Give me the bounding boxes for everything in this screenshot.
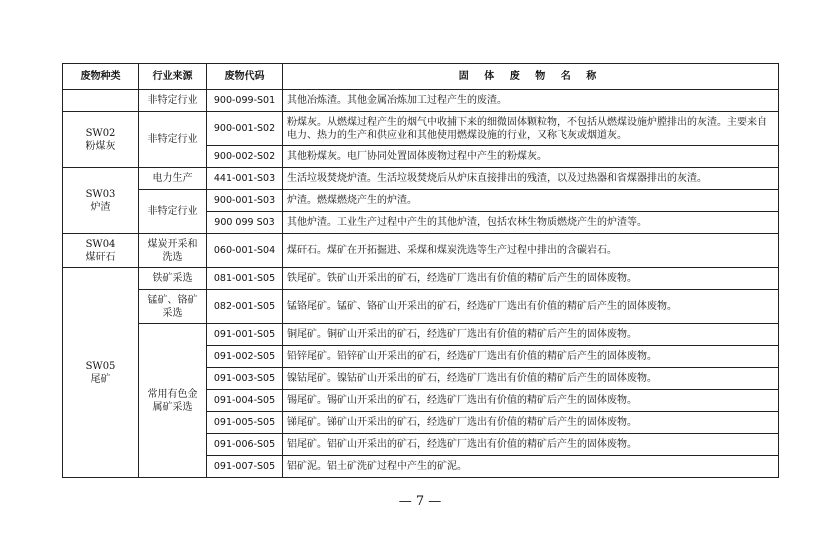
table-header-row — [63, 64, 779, 90]
industry-cell: 锰矿、铬矿 采选 — [139, 290, 207, 324]
desc-cell: 粉煤灰。从燃煤过程产生的烟气中收捕下来的细微固体颗粒物，不包括从燃煤设施炉膛排出的灰渣。主要来自电力、热力的生产和供应业和其他使用燃煤设施的行业，又称飞灰或烟道灰。 — [283, 112, 779, 146]
code-cell: 900-001-S02 — [207, 112, 283, 146]
table-row — [63, 112, 779, 146]
code-cell: 091-001-S05 — [207, 324, 283, 346]
type-cell: SW04 煤矸石 — [63, 234, 139, 268]
code-cell: 091-005-S05 — [207, 412, 283, 434]
page-number: — 7 — — [398, 494, 442, 509]
table-row — [63, 268, 779, 290]
header-industry: 行业来源 — [139, 64, 207, 90]
industry-cell: 非特定行业 — [139, 112, 207, 168]
type-cell — [63, 90, 139, 112]
code-cell: 081-001-S05 — [207, 268, 283, 290]
desc-cell: 镍钴尾矿。镍钴矿山开采出的矿石，经选矿厂选出有价值的精矿后产生的固体废物。 — [283, 368, 779, 390]
type-cell: SW02 粉煤灰 — [63, 112, 139, 168]
table-row — [63, 168, 779, 190]
desc-cell: 铜尾矿。铜矿山开采出的矿石，经选矿厂选出有价值的精矿后产生的固体废物。 — [283, 324, 779, 346]
header-name: 固 体 废 物 名 称 — [283, 64, 779, 90]
table-row — [63, 324, 779, 346]
code-cell: 082-001-S05 — [207, 290, 283, 324]
table-row — [63, 90, 779, 112]
code-cell: 441-001-S03 — [207, 168, 283, 190]
code-cell: 091-002-S05 — [207, 346, 283, 368]
industry-cell: 电力生产 — [139, 168, 207, 190]
code-cell: 900-002-S02 — [207, 146, 283, 168]
code-cell: 091-007-S05 — [207, 456, 283, 478]
industry-cell: 煤炭开采和 洗选 — [139, 234, 207, 268]
code-cell: 900 099 S03 — [207, 212, 283, 234]
industry-cell: 铁矿采选 — [139, 268, 207, 290]
desc-cell: 铁尾矿。铁矿山开采出的矿石，经选矿厂选出有价值的精矿后产生的固体废物。 — [283, 268, 779, 290]
code-cell: 091-004-S05 — [207, 390, 283, 412]
desc-cell: 其他炉渣。工业生产过程中产生的其他炉渣，包括农林生物质燃烧产生的炉渣等。 — [283, 212, 779, 234]
code-cell: 060-001-S04 — [207, 234, 283, 268]
type-cell: SW03 炉渣 — [63, 168, 139, 234]
industry-cell: 非特定行业 — [139, 90, 207, 112]
header-code: 废物代码 — [207, 64, 283, 90]
desc-cell: 锑尾矿。锑矿山开采出的矿石，经选矿厂选出有价值的精矿后产生的固体废物。 — [283, 412, 779, 434]
code-cell: 900-099-S01 — [207, 90, 283, 112]
desc-cell: 其他冶炼渣。其他金属冶炼加工过程产生的废渣。 — [283, 90, 779, 112]
desc-cell: 生活垃圾焚烧炉渣。生活垃圾焚烧后从炉床直接排出的残渣，以及过热器和省煤器排出的灰渣。 — [283, 168, 779, 190]
type-cell: SW05 尾矿 — [63, 268, 139, 478]
desc-cell: 锡尾矿。锡矿山开采出的矿石，经选矿厂选出有价值的精矿后产生的固体废物。 — [283, 390, 779, 412]
table-row — [63, 234, 779, 268]
desc-cell: 铝矿泥。铝土矿洗矿过程中产生的矿泥。 — [283, 456, 779, 478]
desc-cell: 铝尾矿。铝矿山开采出的矿石，经选矿厂选出有价值的精矿后产生的固体废物。 — [283, 434, 779, 456]
industry-cell: 常用有色金 属矿采选 — [139, 324, 207, 478]
desc-cell: 锰铬尾矿。锰矿、铬矿山开采出的矿石，经选矿厂选出有价值的精矿后产生的固体废物。 — [283, 290, 779, 324]
desc-cell: 煤矸石。煤矿在开拓掘进、采煤和煤炭洗选等生产过程中排出的含碳岩石。 — [283, 234, 779, 268]
code-cell: 900-001-S03 — [207, 190, 283, 212]
industry-cell: 非特定行业 — [139, 190, 207, 234]
desc-cell: 炉渣。燃煤燃烧产生的炉渣。 — [283, 190, 779, 212]
code-cell: 091-003-S05 — [207, 368, 283, 390]
waste-table — [62, 63, 779, 478]
header-type: 废物种类 — [63, 64, 139, 90]
table-row — [63, 290, 779, 324]
desc-cell: 铅锌尾矿。铅锌矿山开采出的矿石，经选矿厂选出有价值的精矿后产生的固体废物。 — [283, 346, 779, 368]
desc-cell: 其他粉煤灰。电厂协同处置固体废物过程中产生的粉煤灰。 — [283, 146, 779, 168]
table-row — [63, 190, 779, 212]
code-cell: 091-006-S05 — [207, 434, 283, 456]
